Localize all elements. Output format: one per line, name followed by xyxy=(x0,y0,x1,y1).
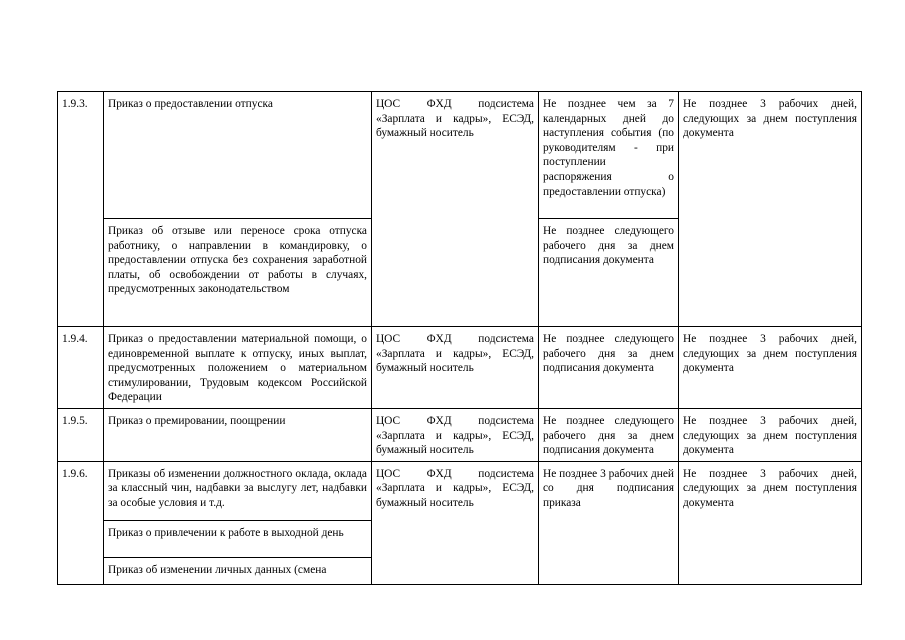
deadline-cell: Не позднее 3 рабочих дней со дня подписания приказа xyxy=(539,461,679,584)
document-table xyxy=(57,91,862,585)
table-row xyxy=(58,327,862,409)
submit-cell: Не позднее 3 рабочих дней, следующих за днем поступления документа xyxy=(679,409,862,462)
system-cell: ЦОС ФХД подсистема «Зарплата и кадры», ЕСЭД, бумажный носитель xyxy=(372,409,539,462)
deadline-cell: Не позднее следующего рабочего дня за днем подписания документа xyxy=(539,409,679,462)
row-number: 1.9.6. xyxy=(58,461,104,584)
deadline-cell: Не позднее чем за 7 календарных дней до наступления события (по руководителям - при поступлении распоряжения о предоставлении отпуска) xyxy=(539,92,679,219)
table-row xyxy=(58,461,862,520)
document-name-text: Приказ об изменении личных данных (смена xyxy=(108,563,327,576)
submit-cell: Не позднее 3 рабочих дней, следующих за днем поступления документа xyxy=(679,92,862,327)
system-cell: ЦОС ФХД подсистема «Зарплата и кадры», ЕСЭД, бумажный носитель xyxy=(372,461,539,584)
document-name xyxy=(104,557,372,584)
table-row xyxy=(58,409,862,462)
document-name: Приказ о привлечении к работе в выходной день xyxy=(104,520,372,557)
document-name: Приказ о предоставлении отпуска xyxy=(104,92,372,219)
document-name: Приказ о премировании, поощрении xyxy=(104,409,372,462)
system-cell: ЦОС ФХД подсистема «Зарплата и кадры», ЕСЭД, бумажный носитель xyxy=(372,327,539,409)
document-name: Приказы об изменении должностного оклада, оклада за классный чин, надбавки за выслугу лет, надбавки за особые условия и т.д. xyxy=(104,461,372,520)
row-number: 1.9.3. xyxy=(58,92,104,327)
table-row xyxy=(58,92,862,219)
system-cell: ЦОС ФХД подсистема «Зарплата и кадры», ЕСЭД, бумажный носитель xyxy=(372,92,539,327)
row-number: 1.9.4. xyxy=(58,327,104,409)
row-number: 1.9.5. xyxy=(58,409,104,462)
document-name: Приказ о предоставлении материальной помощи, о единовременной выплате к отпуску, иных выплат, предусмотренных положением о материальном стимулировании, Трудовым кодексом Российской Федерации xyxy=(104,327,372,409)
deadline-cell: Не позднее следующего рабочего дня за днем подписания документа xyxy=(539,327,679,409)
document-name: Приказ об отзыве или переносе срока отпуска работнику, о направлении в командировку, о предоставлении отпуска без сохранения заработной платы, об освобождении от работы в случаях, предусмотренных законодательством xyxy=(104,219,372,327)
submit-cell: Не позднее 3 рабочих дней, следующих за днем поступления документа xyxy=(679,461,862,584)
deadline-cell: Не позднее следующего рабочего дня за днем подписания документа xyxy=(539,219,679,327)
submit-cell: Не позднее 3 рабочих дней, следующих за днем поступления документа xyxy=(679,327,862,409)
